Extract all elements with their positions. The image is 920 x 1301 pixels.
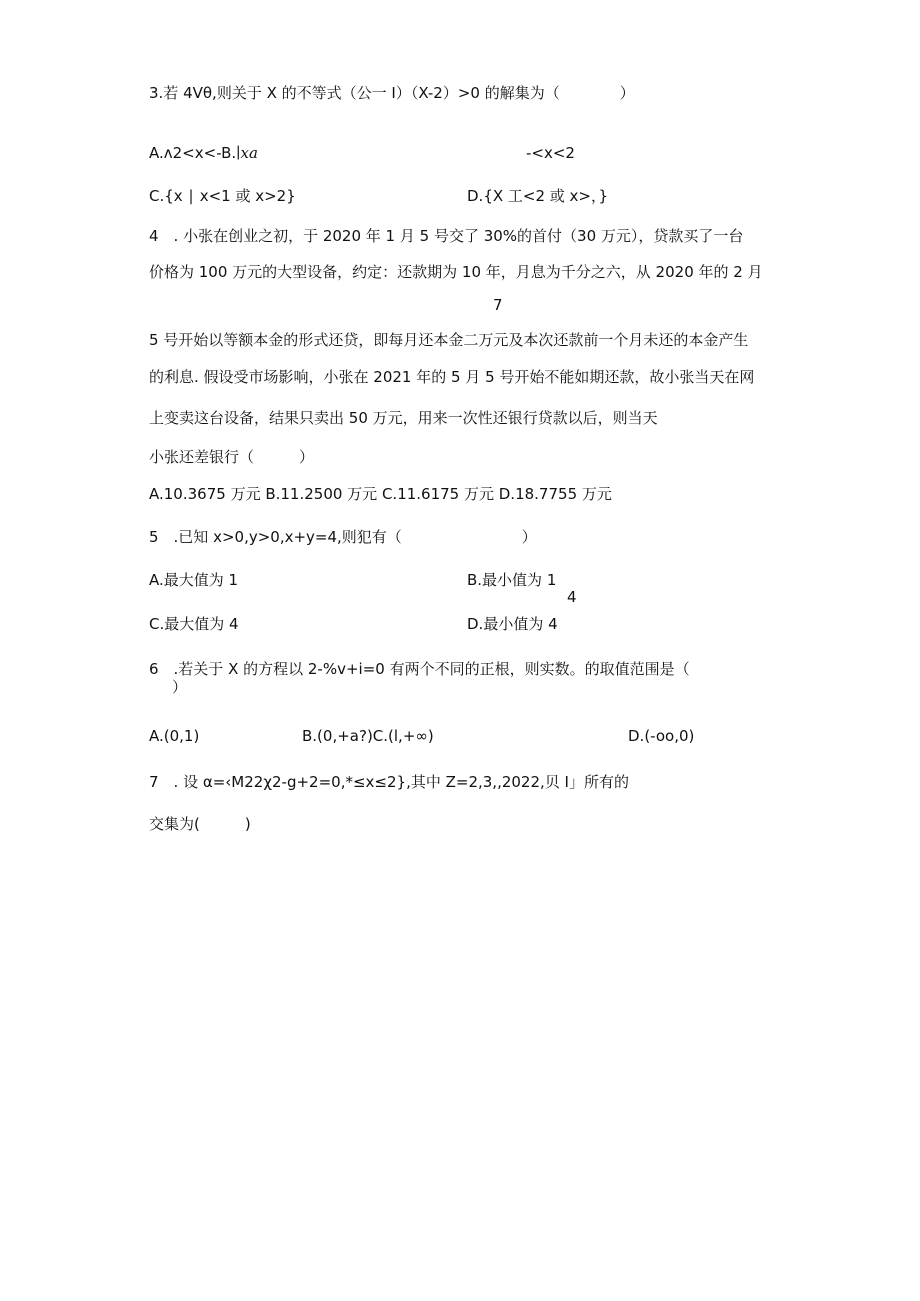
- q3-option-a-text: ʌ2<x<-B.: [163, 144, 237, 162]
- q5-option-c: C.最大值为 4: [149, 615, 239, 633]
- q7-line-2: 交集为( ): [149, 815, 251, 833]
- q5-option-d: D.最小值为 4: [467, 615, 558, 633]
- q3-stem: 3.若 4Vθ,则关于 X 的不等式（公一 I）（X-2）>0 的解集为（ ）: [149, 84, 635, 102]
- q6-option-d: D.(-oo,0): [628, 727, 695, 745]
- q3-option-d: D.{X 工<2 或 x>，}: [467, 187, 609, 205]
- q3-option-b-tail: -<x<2: [526, 144, 575, 162]
- q6-stem: 6 .若关于 X 的方程以 2-%v+i=0 有两个不同的正根，则实数。的取值范围是（: [149, 660, 690, 678]
- q7-stem: 7 . 设 α=‹M22χ2-g+2=0,*≤x≤2},其中 Z=2,3,,2022,贝 I」所有的: [149, 773, 629, 791]
- q3-options-ab: [149, 143, 258, 163]
- q6-stem-close: ）: [172, 678, 188, 696]
- q3-option-c: C.{x ∣ x<1 或 x>2}: [149, 187, 296, 205]
- q3-option-a-label: A.: [149, 144, 164, 162]
- q5-option-b: B.最小值为 1: [467, 571, 557, 589]
- q4-line-6: 小张还差银行（ ）: [149, 448, 315, 466]
- q4-line-5: 上变卖这台设备，结果只卖出 50 万元，用来一次性还银行贷款以后，则当天: [149, 409, 658, 427]
- q4-line-1: 4 . 小张在创业之初，于 2020 年 1 月 5 号交了 30%的首付（30 万元），贷款买了一台: [149, 227, 744, 245]
- q4-line-4: 的利息. 假设受市场影响，小张在 2021 年的 5 月 5 号开始不能如期还款，故小张当天在网: [149, 368, 755, 386]
- q5-stem: 5 .已知 x>0,y>0,x+y=4,则犯有（ ）: [149, 528, 537, 546]
- q3-option-b-text: ∣xa: [236, 144, 258, 162]
- q4-options: A.10.3675 万元 B.11.2500 万元 C.11.6175 万元 D.18.7755 万元: [149, 485, 612, 503]
- q4-fraction-denominator: 7: [493, 296, 503, 314]
- q6-option-bc: B.(0,+a?)C.(l,+∞): [302, 727, 434, 745]
- q5-option-b-denominator: 4: [567, 588, 577, 606]
- q4-line-2: 价格为 100 万元的大型设备，约定：还款期为 10 年，月息为千分之六，从 2020 年的 2 月: [149, 263, 763, 281]
- q5-option-a: A.最大值为 1: [149, 571, 239, 589]
- q4-line-3: 5 号开始以等额本金的形式还贷，即每月还本金二万元及本次还款前一个月未还的本金产生: [149, 331, 749, 349]
- q6-option-a: A.(0,1): [149, 727, 200, 745]
